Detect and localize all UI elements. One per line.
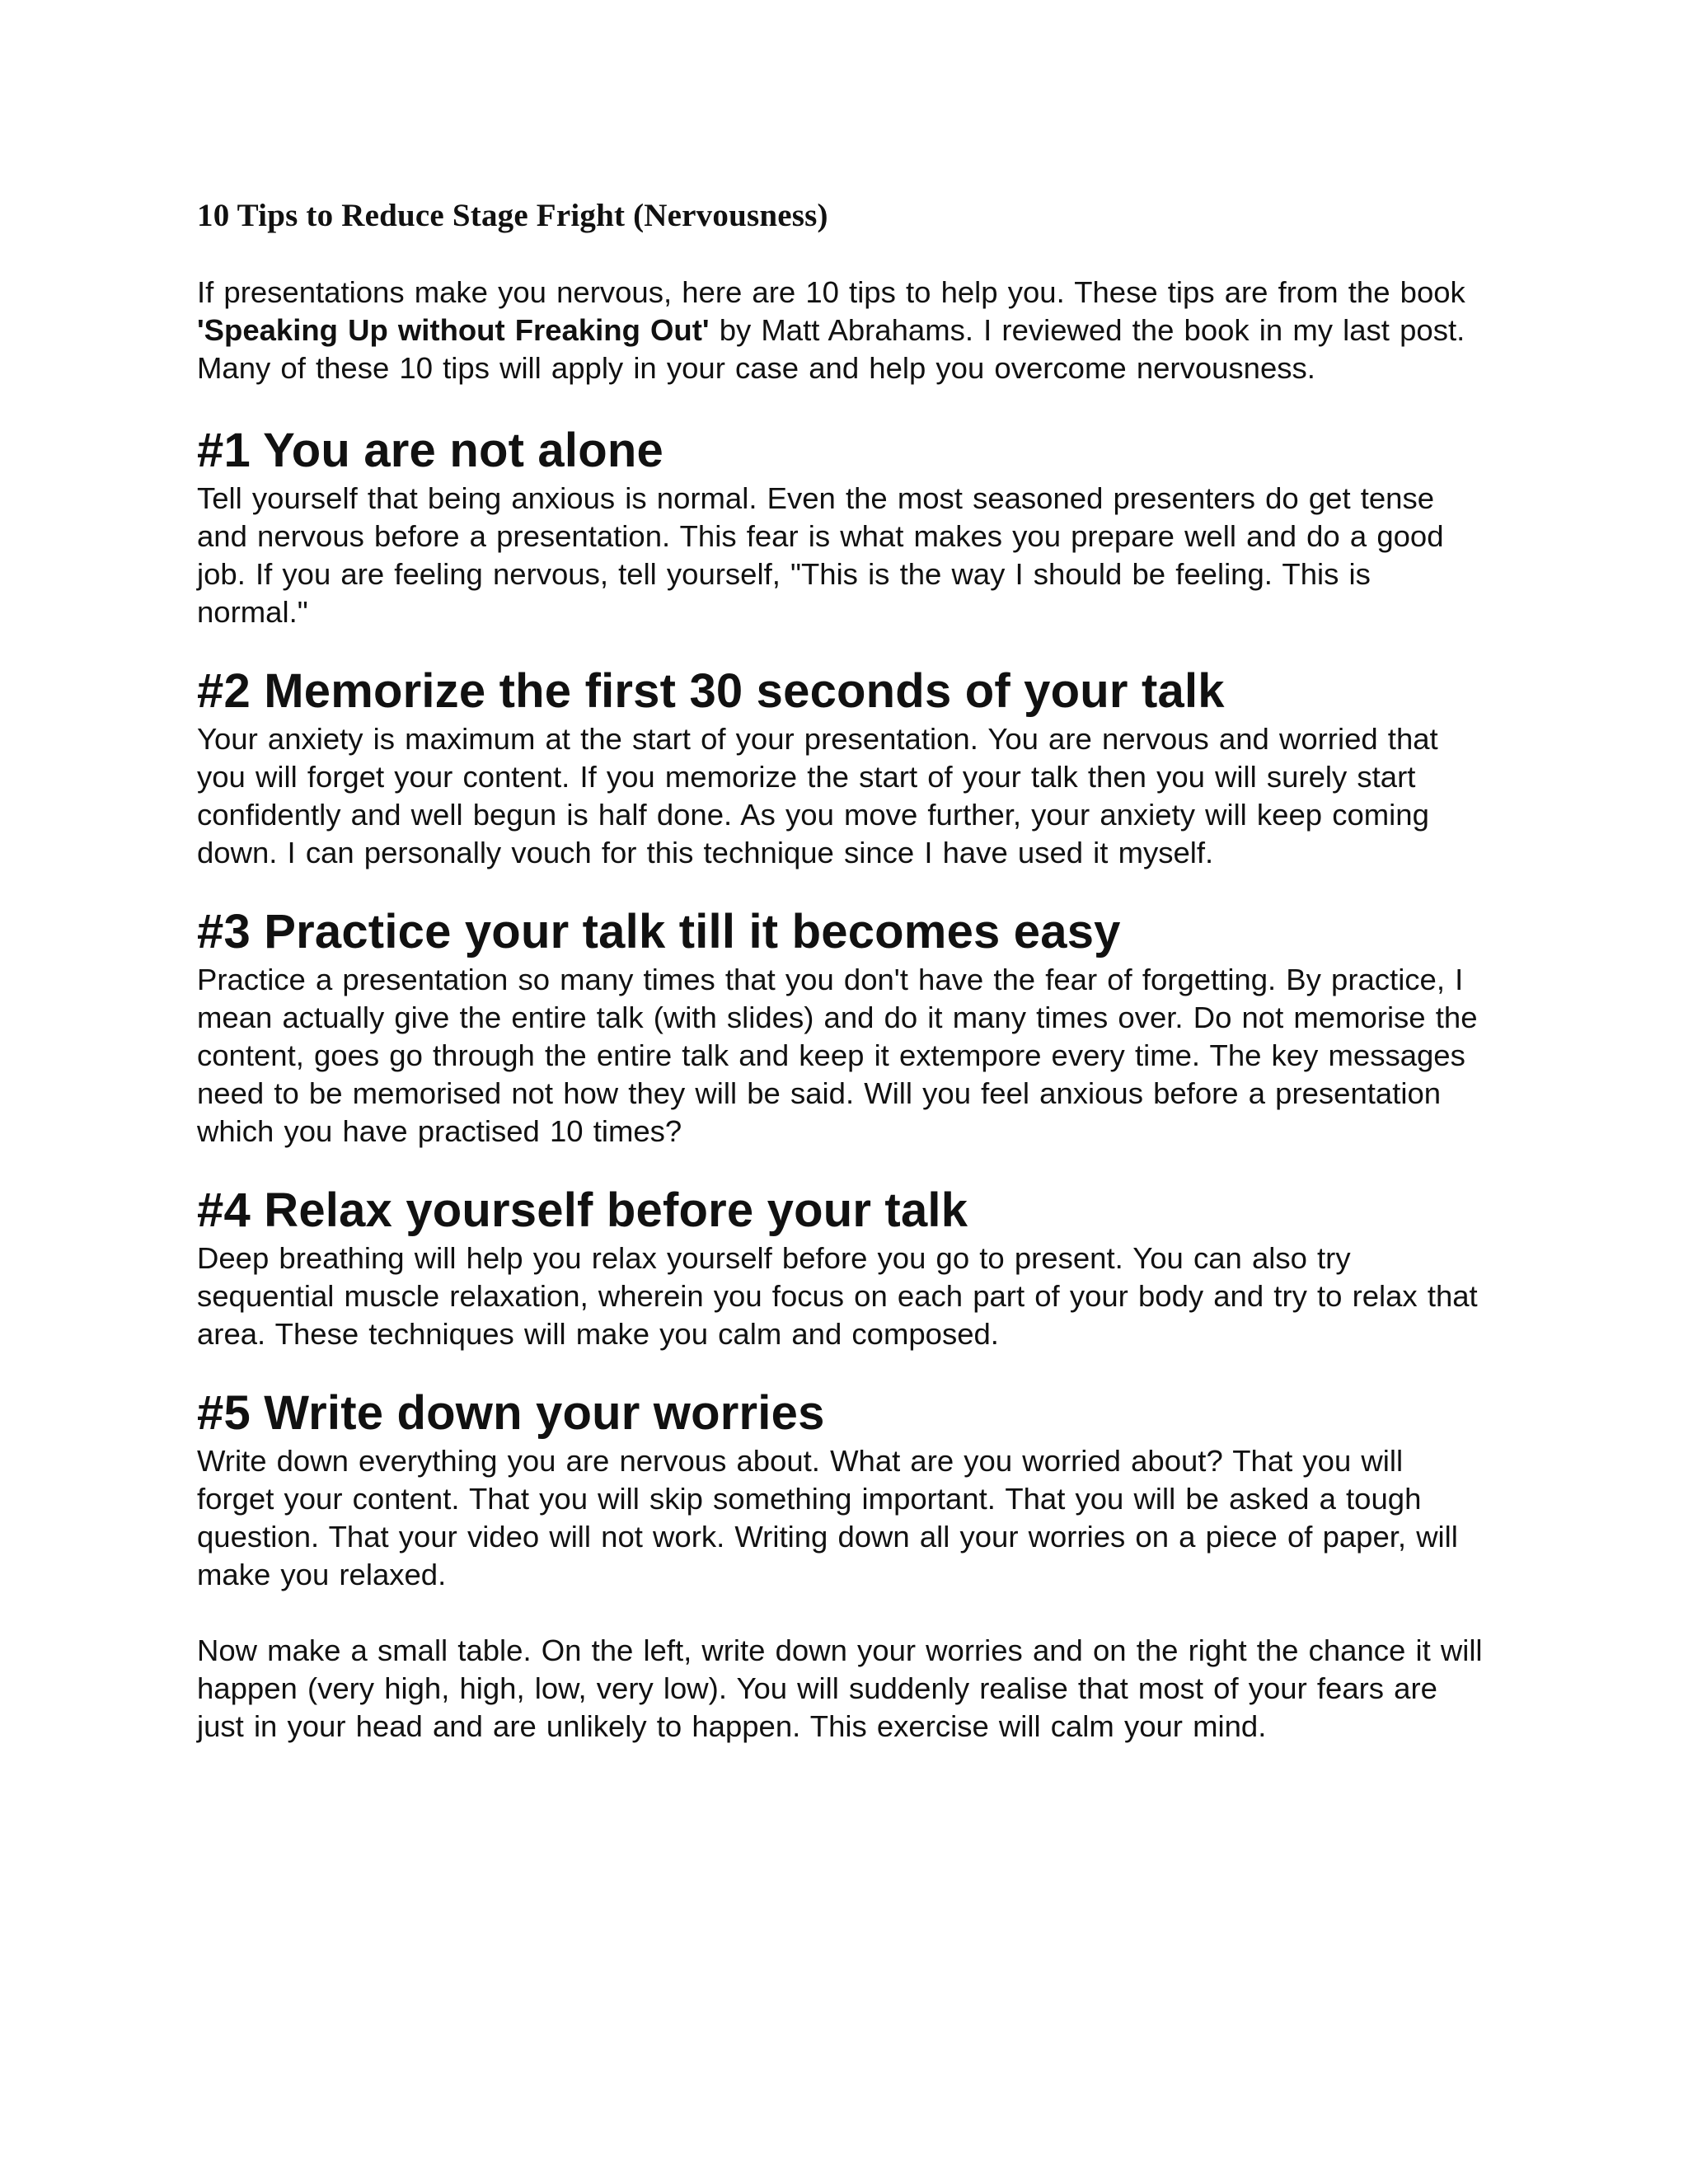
tip-heading-5: #5 Write down your worries xyxy=(197,1386,825,1440)
tip-paragraph-1: Tell yourself that being anxious is normal. Even the most seasoned presenters do get tense and nervous before a presentation. This fear is what makes you prepare well and do a good job. If you are feeling nervous, tell yourself, "This is the way I should be feeling. This is normal." xyxy=(197,481,1444,629)
tip-section-2 xyxy=(197,664,1483,872)
book-title: 'Speaking Up without Freaking Out' xyxy=(197,313,710,347)
tip-paragraph-5b: Now make a small table. On the left, write down your worries and on the right the chance it will happen (very high, high, low, very low). You will suddenly realise that most of your fears are just in your head and are unlikely to happen. This exercise will calm your mind. xyxy=(197,1633,1483,1743)
tip-section-5 xyxy=(197,1386,1483,1746)
tip-paragraph-5a: Write down everything you are nervous about. What are you worried about? That you will forget your content. That you will skip something important. That you will be asked a tough question. That your video will not work. Writing down all your worries on a piece of paper, will make you relaxed. xyxy=(197,1444,1458,1591)
document-title: 10 Tips to Reduce Stage Fright (Nervousness) xyxy=(197,198,828,233)
tip-paragraph-2: Your anxiety is maximum at the start of your presentation. You are nervous and worried that you will forget your content. If you memorize the start of your talk then you will surely start confidently and well begun is half done. As you move further, your anxiety will keep coming down. I can personally vouch for this technique since I have used it myself. xyxy=(197,722,1438,869)
tip-heading-1: #1 You are not alone xyxy=(197,424,663,477)
tip-heading-4: #4 Relax yourself before your talk xyxy=(197,1183,968,1237)
intro-text-end: by Matt Abrahams. I reviewed the book in my last post. Many of these 10 tips will apply in your case and help you overcome nervousness. xyxy=(197,313,1465,385)
intro-paragraph xyxy=(197,274,1483,387)
tip-section-1 xyxy=(197,424,1483,631)
tip-heading-2: #2 Memorize the first 30 seconds of your talk xyxy=(197,664,1225,718)
tip-section-4 xyxy=(197,1183,1483,1353)
intro-text-start: If presentations make you nervous, here are 10 tips to help you. These tips are from the book xyxy=(197,275,1465,309)
tip-paragraph-4: Deep breathing will help you relax yourself before you go to present. You can also try sequential muscle relaxation, wherein you focus on each part of your body and try to relax that area. These techniques will make you calm and composed. xyxy=(197,1241,1478,1351)
document-page xyxy=(197,196,1483,1779)
tip-heading-3: #3 Practice your talk till it becomes easy xyxy=(197,905,1121,958)
tip-paragraph-3: Practice a presentation so many times that you don't have the fear of forgetting. By practice, I mean actually give the entire talk (with slides) and do it many times over. Do not memorise the content, goes go through the entire talk and keep it extempore every time. The key messages need to be memorised not how they will be said. Will you feel anxious before a presentation which you have practised 10 times? xyxy=(197,963,1478,1148)
tip-section-3 xyxy=(197,905,1483,1151)
